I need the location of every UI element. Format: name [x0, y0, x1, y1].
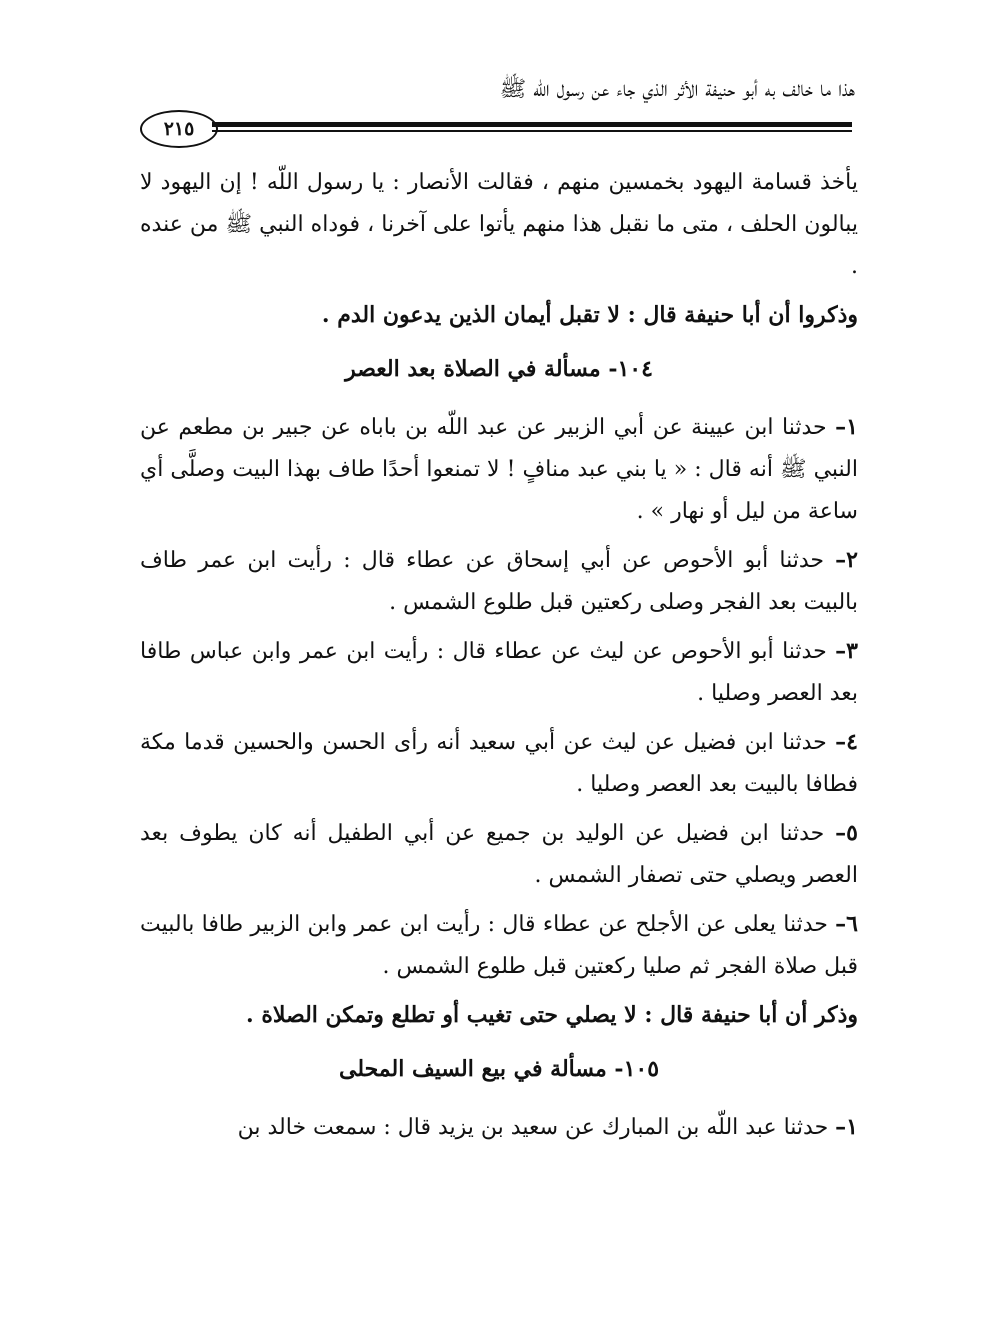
item-number: ٦– [835, 911, 858, 937]
item-text: حدثنا يعلى عن الأجلح عن عطاء قال : رأيت ابن عمر وابن الزبير طافا بالبيت قبل صلاة الفجر ثم صليا ركعتين قبل طلوع الشمس . [140, 912, 858, 979]
header-rule [212, 122, 852, 127]
hadith-item [140, 539, 858, 624]
item-number: ٥– [835, 820, 858, 846]
section-heading-105: ١٠٥- مسألة في بيع السيف المحلى [338, 1056, 660, 1082]
item-number: ٢– [835, 547, 858, 573]
hadith-item [140, 812, 858, 897]
hadith-item [140, 903, 858, 988]
item-text: حدثنا ابن عيينة عن أبي الزبير عن عبد اللّه بن باباه عن جبير بن مطعم عن النبي ﷺ أنه قال : « يا بني عبد منافٍ ! لا تمنعوا أحدًا طاف بهذا البيت وصلَّى أي ساعة من ليل أو نهار » . [140, 415, 858, 524]
item-number: ٣– [835, 638, 858, 664]
hadith-item [140, 630, 858, 715]
hadith-item [140, 1106, 858, 1149]
item-number: ١– [835, 414, 858, 440]
running-header: هذا ما خالف به أبو حنيفة الأثر الذي جاء عن رسول اللّه ﷺ [499, 77, 855, 102]
ruling-paragraph: وذكروا أن أبا حنيفة قال : لا تقبل أيمان الذين يدعون الدم . [321, 302, 858, 328]
item-number: ٤– [835, 729, 858, 755]
hadith-item [140, 721, 858, 806]
item-text: حدثنا أبو الأحوص عن ليث عن عطاء قال : رأيت ابن عمر وابن عباس طافا بعد العصر وصليا . [140, 639, 858, 706]
hadith-item [140, 406, 858, 533]
section-heading-104: ١٠٤- مسألة في الصلاة بعد العصر [345, 356, 653, 382]
header-rule-thin [212, 130, 852, 132]
paragraph: يأخذ قسامة اليهود بخمسين منهم ، فقالت الأنصار : يا رسول اللّه ! إن اليهود لا يبالون الحلف ، متى ما نقبل هذا منهم يأتوا على آخرنا ، فوداه النبي ﷺ من عنده . [140, 170, 858, 279]
item-text: حدثنا ابن فضيل عن ليث عن أبي سعيد أنه رأى الحسن والحسين قدما مكة فطافا بالبيت بعد العصر وصليا . [140, 730, 858, 797]
item-number: ١– [835, 1114, 858, 1140]
item-text: حدثنا عبد اللّه بن المبارك عن سعيد بن يزيد قال : سمعت خالد بن [237, 1115, 836, 1140]
item-text: حدثنا أبو الأحوص عن أبي إسحاق عن عطاء قال : رأيت ابن عمر طاف بالبيت بعد الفجر وصلى ركعتين قبل طلوع الشمس . [140, 548, 858, 615]
page-number: ٢١٥ [140, 110, 218, 148]
page-body [140, 162, 858, 1155]
ruling-paragraph: وذكر أن أبا حنيفة قال : لا يصلي حتى تغيب أو تطلع وتمكن الصلاة . [246, 1002, 858, 1028]
item-text: حدثنا ابن فضيل عن الوليد بن جميع عن أبي الطفيل أنه كان يطوف بعد العصر ويصلي حتى تصفار الشمس . [140, 821, 858, 888]
